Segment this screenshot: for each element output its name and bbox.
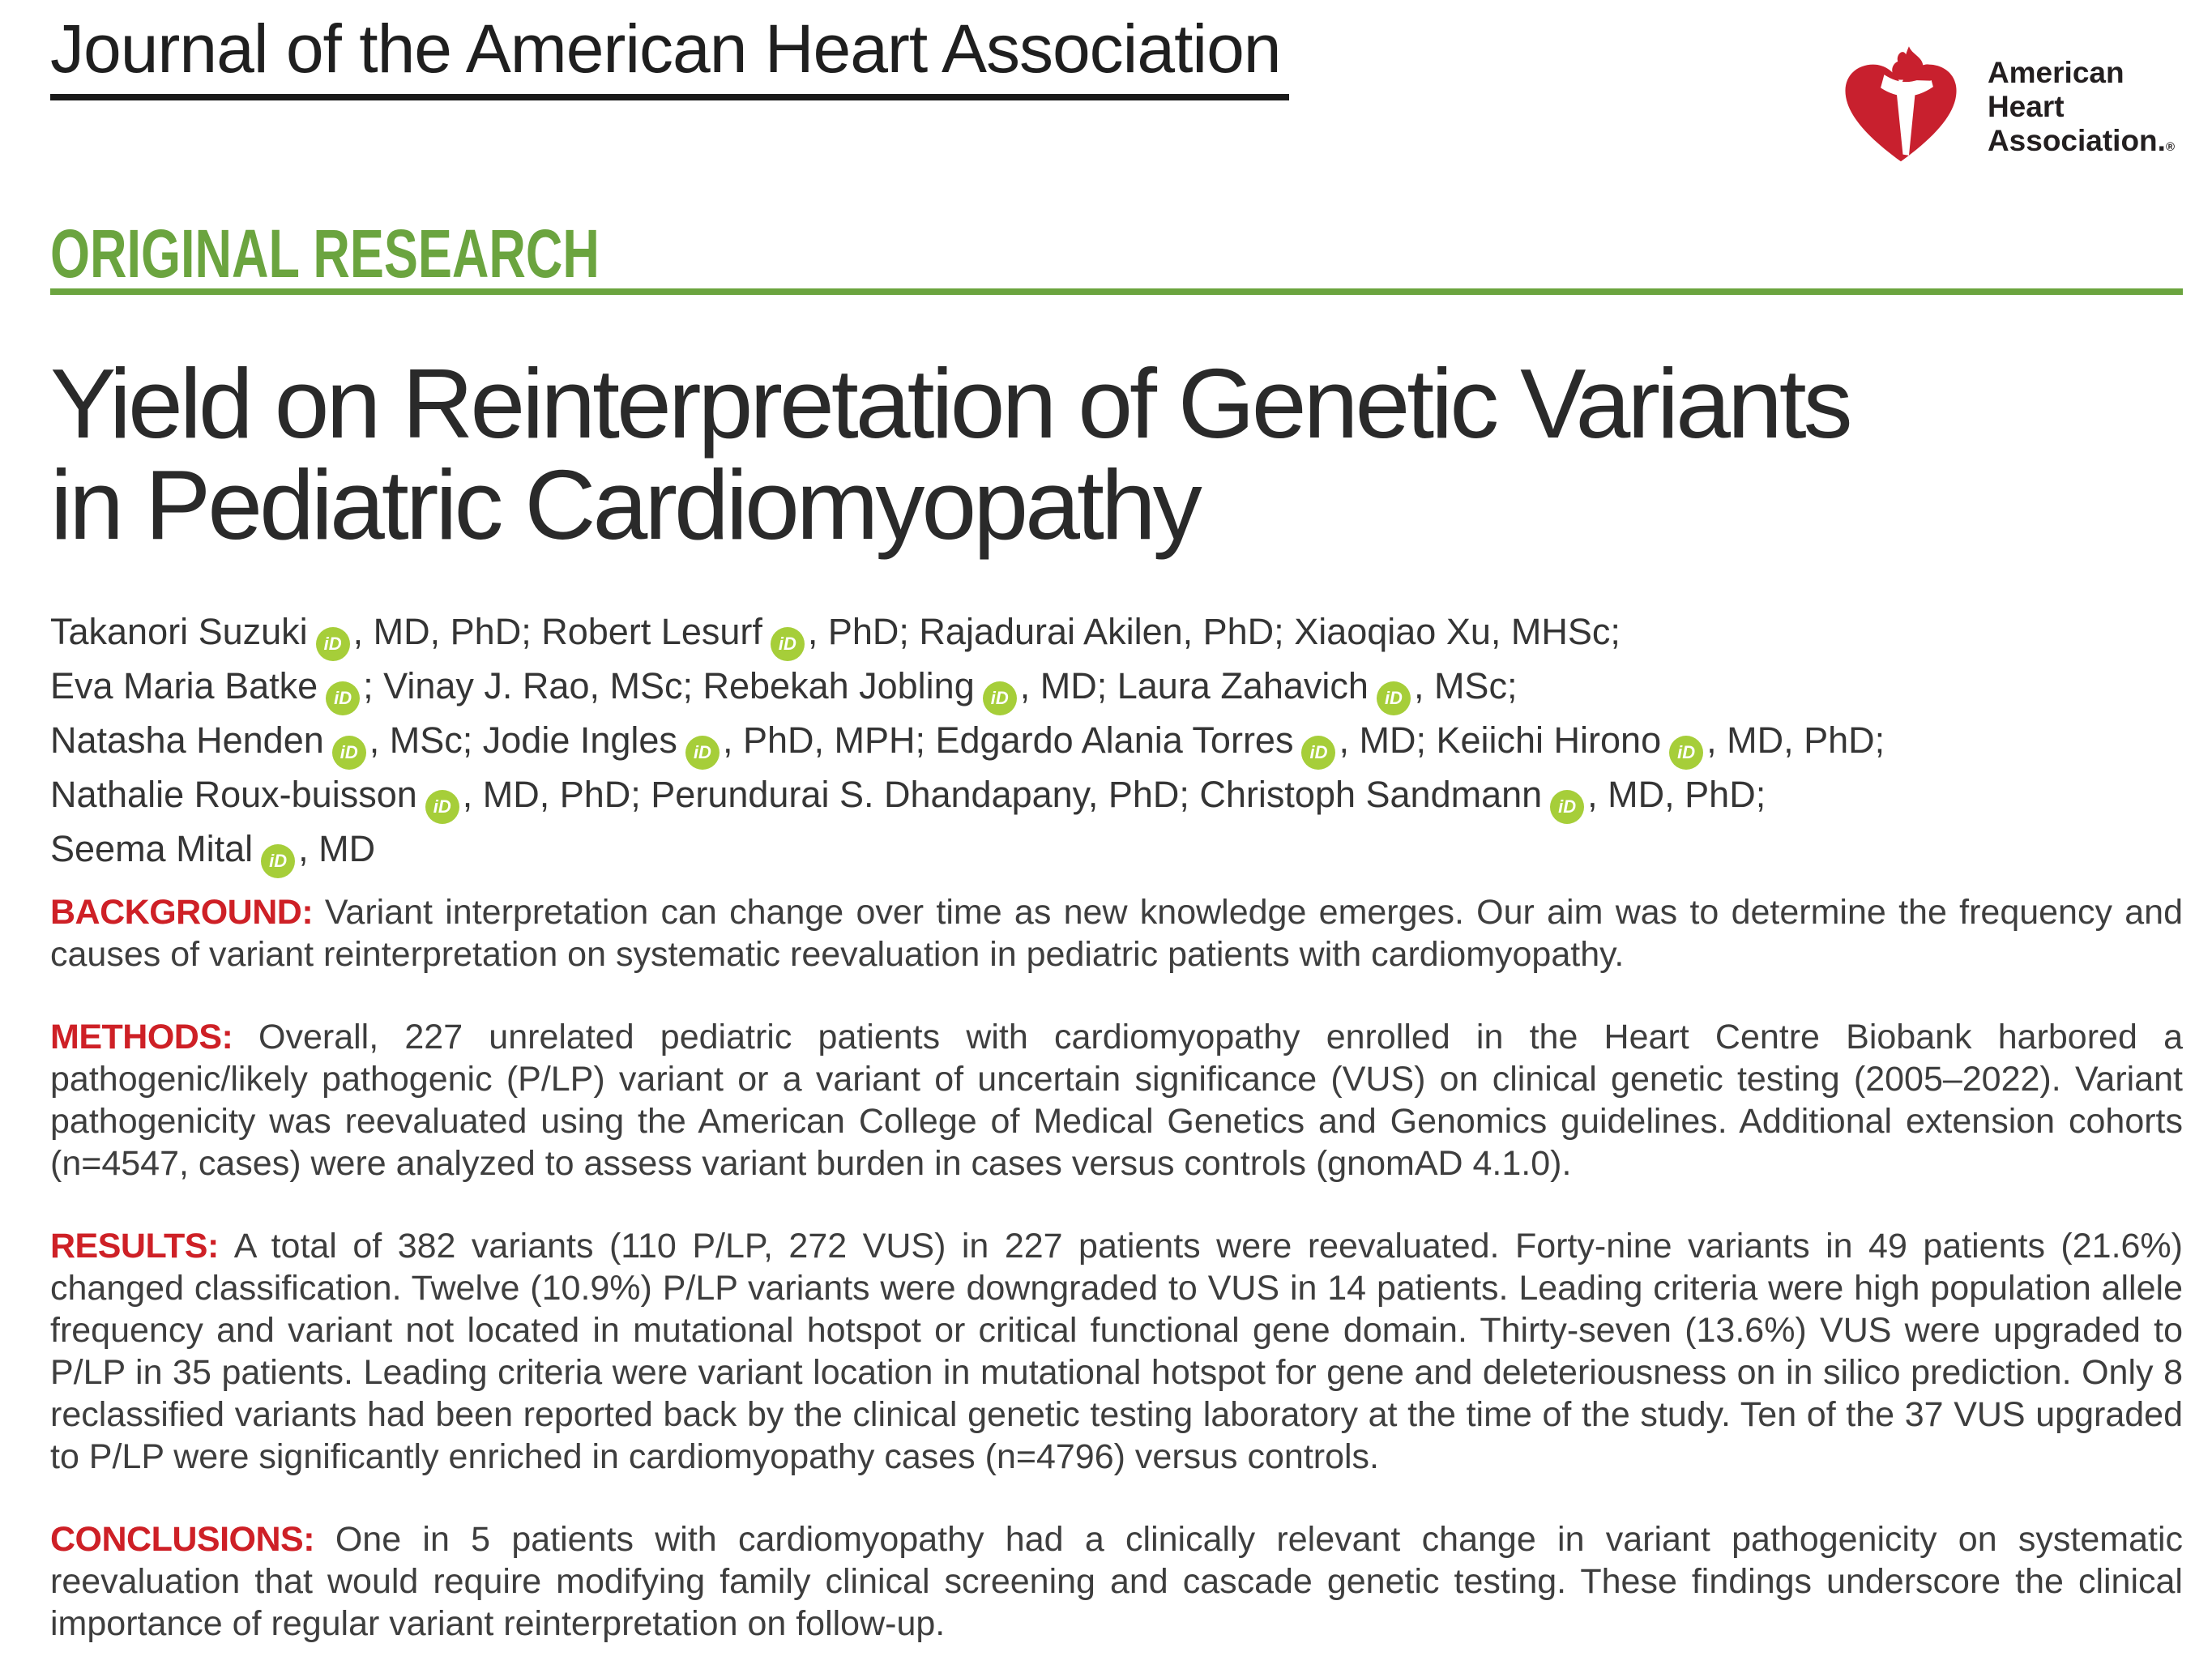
logo-line-american: American [1987,55,2124,89]
orcid-icon[interactable]: iD [425,790,459,824]
section-text: One in 5 patients with cardiomyopathy had a clinically relevant change in variant pathogenicity on systematic reevaluation that would require modifying family clinical screening and cascade genetic testing. These findings underscore the clinical importance of regular variant reinterpretation on follow-up. [50,1520,2184,1644]
author-credentials: , PhD; [1182,611,1295,653]
orcid-icon[interactable]: iD [1301,736,1335,770]
aha-heart-torch-icon [1835,23,1966,191]
aha-logo-text [1988,56,2175,159]
orcid-icon[interactable]: iD [1669,736,1703,770]
author-name: Perundurai S. Dhandapany [651,774,1088,816]
journal-title: Journal of the American Heart Association [50,11,1289,100]
title-line-2: in Pediatric Cardiomyopathy [50,449,1199,560]
author-line [50,715,2183,770]
registered-mark: ® [2165,140,2175,155]
author-line [50,607,2183,661]
author-name: Xiaoqiao Xu [1294,611,1491,653]
author-credentials: , MD, PhD; [1706,719,1885,762]
orcid-icon[interactable]: iD [771,627,805,661]
author-name: Natasha Henden [50,719,324,762]
author-credentials: , MSc; [589,665,703,707]
author-credentials: , MD, PhD; [1587,774,1766,816]
article-title [50,348,2183,560]
section-text: A total of 382 variants (110 P/LP, 272 VUS) in 227 patients were reevaluated. Forty-nine variants in 49 patients (21.6%) changed classification. Twelve (10.9%) P/LP variants were downgraded to VUS in 14 patients. Leading criteria were high population allele frequency and variant not located in mutational hotspot or critical functional gene domain. Thirty-seven (13.6%) VUS were upgraded to P/LP in 35 patients. Leading criteria were variant location in mutational hotspot for gene and deleteriousness on in silico prediction. Only 8 reclassified variants had been reported back by the clinical genetic testing laboratory at the time of the study. Ten of the 37 VUS upgraded to P/LP were significantly enriched in cardiomyopathy cases (n=4796) versus controls. [50,1227,2183,1477]
masthead [50,11,2183,158]
section-text: Variant interpretation can change over time as new knowledge emerges. Our aim was to determine the frequency and causes of variant reinterpretation on systematic reevaluation in pediatric patients with cardiomyopathy. [50,893,2183,975]
author-credentials: , MD, PhD; [462,774,651,816]
orcid-icon[interactable]: iD [326,681,360,715]
author-name: Takanori Suzuki [50,611,308,653]
abstract-section [50,1225,2183,1478]
author-line [50,661,2183,715]
section-label: CONCLUSIONS: [50,1520,335,1560]
orcid-icon[interactable]: iD [983,681,1017,715]
section-label: METHODS: [50,1018,259,1057]
author-name: Keiichi Hirono [1436,719,1662,762]
author-credentials: , PhD; [807,611,920,653]
author-credentials: , MHSc; [1490,611,1621,653]
logo-line-association: Association.® [1987,124,2175,158]
author-line [50,770,2183,824]
author-name: Rajadurai Akilen [919,611,1183,653]
author-credentials: , MSc; [1413,665,1518,707]
logo-line-heart: Heart [1987,89,2065,123]
author-credentials: , PhD; [1087,774,1200,816]
author-credentials: , MD, PhD; [352,611,542,653]
author-credentials: , MSc; [369,719,483,762]
author-credentials: , MD; [1339,719,1437,762]
title-line-1: Yield on Reinterpretation of Genetic Variants [50,348,1850,459]
author-name: Nathalie Roux-buisson [50,774,417,816]
author-name: Christoph Sandmann [1199,774,1543,816]
orcid-icon[interactable]: iD [1550,790,1584,824]
author-line [50,824,2183,878]
author-name: Laura Zahavich [1117,665,1369,707]
orcid-icon[interactable]: iD [1377,681,1411,715]
author-name: Seema Mital [50,828,254,870]
author-name: Vinay J. Rao [383,665,590,707]
author-name: Jodie Ingles [482,719,677,762]
kicker-rule [50,216,2183,295]
section-label: RESULTS: [50,1227,234,1266]
kicker: ORIGINAL RESEARCH [50,216,600,292]
abstract-section [50,891,2183,975]
author-name: Edgardo Alania Torres [935,719,1294,762]
aha-logo [1835,23,2175,191]
author-name: Robert Lesurf [541,611,762,653]
author-credentials: , MD; [1019,665,1117,707]
author-name: Eva Maria Batke [50,665,318,707]
section-label: BACKGROUND: [50,893,325,933]
orcid-icon[interactable]: iD [685,736,720,770]
orcid-icon[interactable]: iD [332,736,366,770]
author-credentials: ; [363,665,384,707]
section-text: Overall, 227 unrelated pediatric patients with cardiomyopathy enrolled in the Heart Centre Biobank harbored a pathogenic/likely pathogenic (P/LP) variant or a variant of uncertain significance (VUS) on clinical genetic testing (2005–2022). Variant pathogenicity was reevaluated using the American College of Medical Genetics and Genomics guidelines. Additional extension cohorts (n=4547, cases) were analyzed to assess variant burden in cases versus controls (gnomAD 4.1.0). [50,1018,2183,1184]
abstract-section [50,1016,2183,1185]
author-list [50,607,2183,878]
orcid-icon[interactable]: iD [261,844,295,878]
author-name: Rebekah Jobling [702,665,975,707]
author-credentials: , MD [298,828,376,870]
orcid-icon[interactable]: iD [316,627,350,661]
author-credentials: , PhD, MPH; [722,719,936,762]
abstract-section [50,1518,2183,1645]
abstract [50,891,2183,1645]
